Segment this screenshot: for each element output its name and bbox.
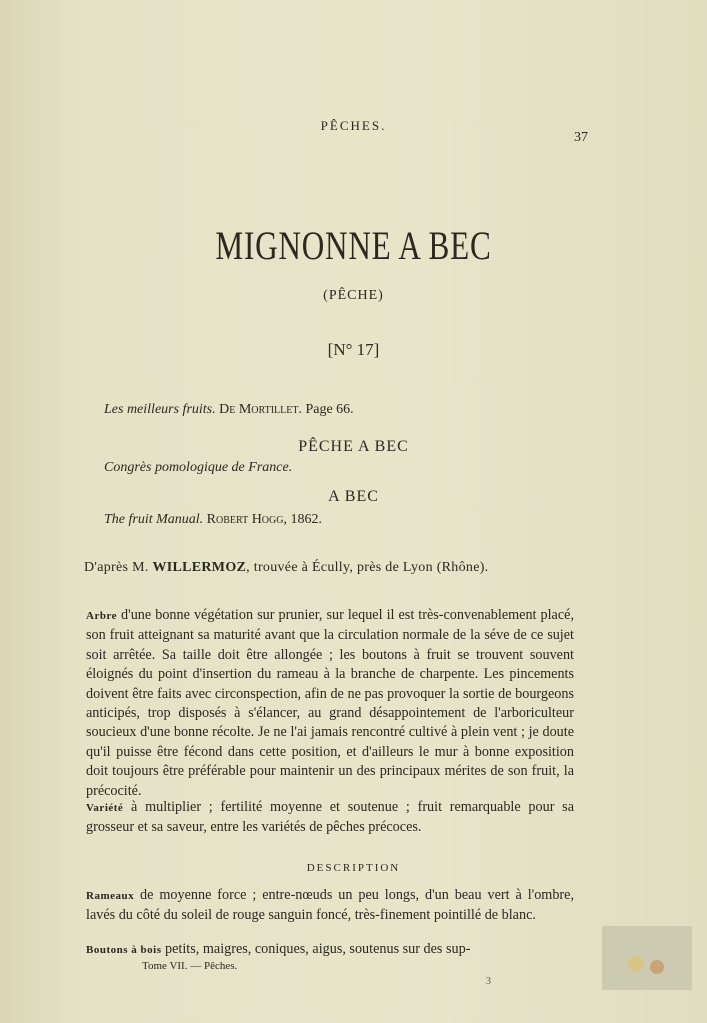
reference-author: De Mortillet. <box>219 402 302 417</box>
page-number: 37 <box>574 130 588 145</box>
paragraph-variete <box>86 798 574 838</box>
reference-2 <box>104 460 292 476</box>
reference-3 <box>104 512 322 528</box>
volume-footer: Tome VII. — Pêches. <box>142 960 238 972</box>
paragraph-text: à multiplier ; fertilité moyenne et soutenue ; fruit remarquable pour sa grosseur et sa saveur, entre les variétés de pêches précoces. <box>86 799 574 836</box>
paragraph-text: d'une bonne végétation sur prunier, sur lequel il est très-convenablement placé, son fruit atteignant sa maturité avant que la circulation normale de la séve de ce sujet soit arrêtée. Sa taille doit être allongée ; les boutons à fruit se trouvent souvent éloignés du point d'insertion du rameau à la branche de charpente. Les pincements doivent être faits avec circonspection, afin de ne pas provoquer la sortie de bourgeons anticipés, trop disposés à s'élancer, au grand désappointement de l'arboriculteur soucieux d'une bonne récolte. Je ne l'ai jamais rencontré cultivé à plein vent ; je doute qu'il puisse être fécond dans cette position, et d'ailleurs le mur à bonne exposition doit toujours être préférable pour maintenir un des principaux mérites de son fruit, la précocité. <box>86 607 574 799</box>
reference-detail: Page 66. <box>305 402 354 417</box>
running-head: PÊCHES. <box>320 118 387 133</box>
reference-work: Congrès pomologique de France. <box>104 460 293 475</box>
reference-1 <box>104 402 354 418</box>
synonym-2: A BEC <box>328 488 379 505</box>
peach-icon <box>650 960 664 974</box>
reference-work: Les meilleurs fruits. <box>104 402 216 417</box>
reference-work: The fruit Manual. <box>104 512 204 527</box>
paragraph-boutons <box>86 940 574 960</box>
paragraph-text: petits, maigres, coniques, aigus, soutenus sur des sup- <box>161 941 471 957</box>
synonym-1: PÊCHE A BEC <box>298 438 409 455</box>
signature-mark: 3 <box>486 976 491 987</box>
reference-author: Robert Hogg, <box>206 512 287 527</box>
page-subtitle: (PÊCHE) <box>323 288 384 303</box>
paragraph-lead: Arbre <box>86 610 118 622</box>
origin-line <box>84 560 488 576</box>
paragraph-lead: Boutons à bois <box>86 944 162 956</box>
paragraph-text: de moyenne force ; entre-nœuds un peu longs, d'un beau vert à l'ombre, lavés du côté du soleil de rouge sanguin foncé, très-finement pointillé de blanc. <box>86 887 574 924</box>
fruit-thumbnail-image <box>602 926 692 990</box>
origin-name: WILLERMOZ <box>152 560 247 575</box>
peach-icon <box>628 956 644 972</box>
paragraph-lead: Variété <box>86 802 124 814</box>
paragraph-rameaux <box>86 886 574 926</box>
section-heading: DESCRIPTION <box>306 862 401 874</box>
paragraph-arbre <box>86 606 574 801</box>
origin-prefix: D'après M. <box>84 560 149 575</box>
origin-rest: , trouvée à Écully, près de Lyon (Rhône). <box>246 560 489 575</box>
variety-number: [N° 17] <box>327 340 380 359</box>
page-title: MIGNONNE A BEC <box>215 223 492 268</box>
reference-detail: 1862. <box>290 512 322 527</box>
paragraph-lead: Rameaux <box>86 890 135 902</box>
